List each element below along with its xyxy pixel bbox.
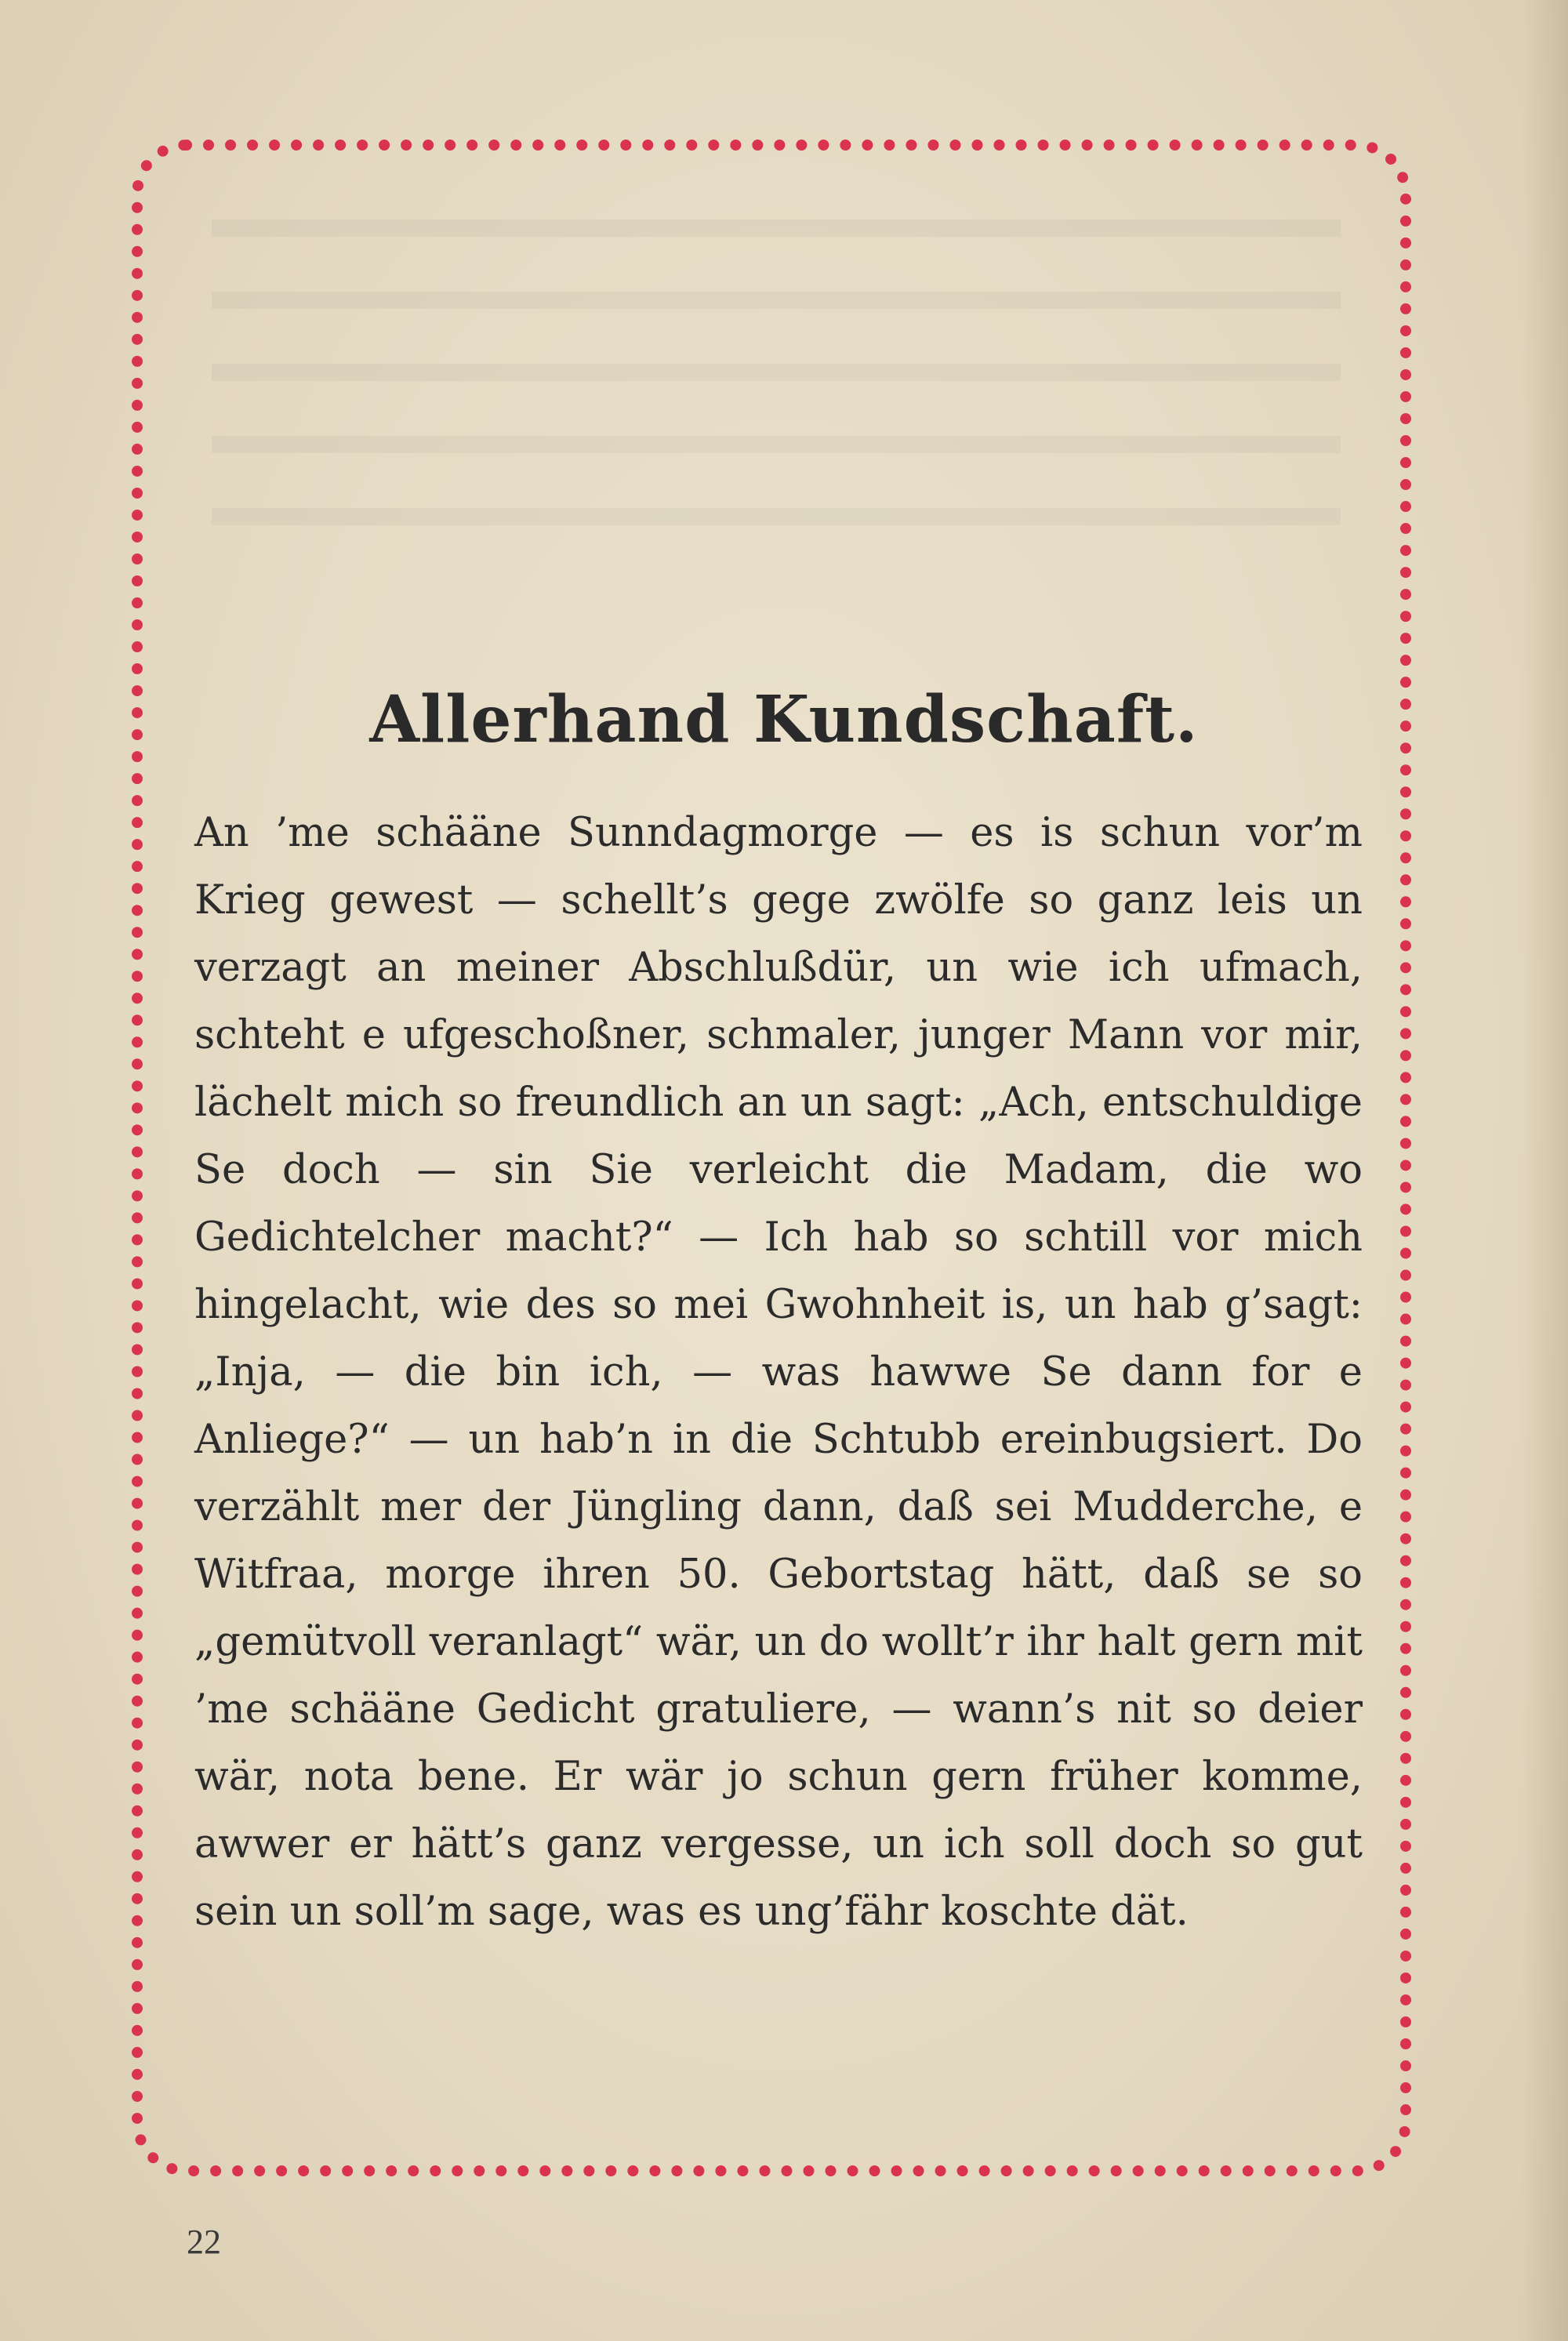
body-paragraph: An ’me schääne Sunndagmorge — es is schun vor’m Krieg gewest — schellt’s gege zwölfe so ganz leis un verzagt an meiner Abschlußdür, un wie ich ufmach, schteht e ufgeschoßner, schmaler, junger Mann vor mir, lächelt mich so freundlich an un sagt: „Ach, entschuldige Se doch — sin Sie verleicht die Madam, die wo Gedichtelcher macht?“ — Ich hab so schtill vor mich hingelacht, wie des so mei Gwohnheit is, un hab g’sagt: „Inja, — die bin ich, — was hawwe Se dann for e Anliege?“ — un hab’n in die Schtubb ereinbugsiert. Do verzählt mer der Jüngling dann, daß sei Mudderche, e Witfraa, morge ihren 50. Gebortstag hätt, daß se so „gemütvoll veranlagt“ wär, un do wollt’r ihr halt gern mit ’me schääne Gedicht gratuliere, — wann’s nit so deier wär, nota bene. Er wär jo schun gern früher komme, awwer er hätt’s ganz vergesse, un ich soll doch so gut sein un soll’m sage, was es ung’fähr koschte dät. — [194, 810, 1363, 1935]
page-title: Allerhand Kundschaft. — [369, 682, 1199, 757]
page-edge-shadow — [1521, 0, 1568, 2341]
page-number: 22 — [187, 2223, 221, 2261]
